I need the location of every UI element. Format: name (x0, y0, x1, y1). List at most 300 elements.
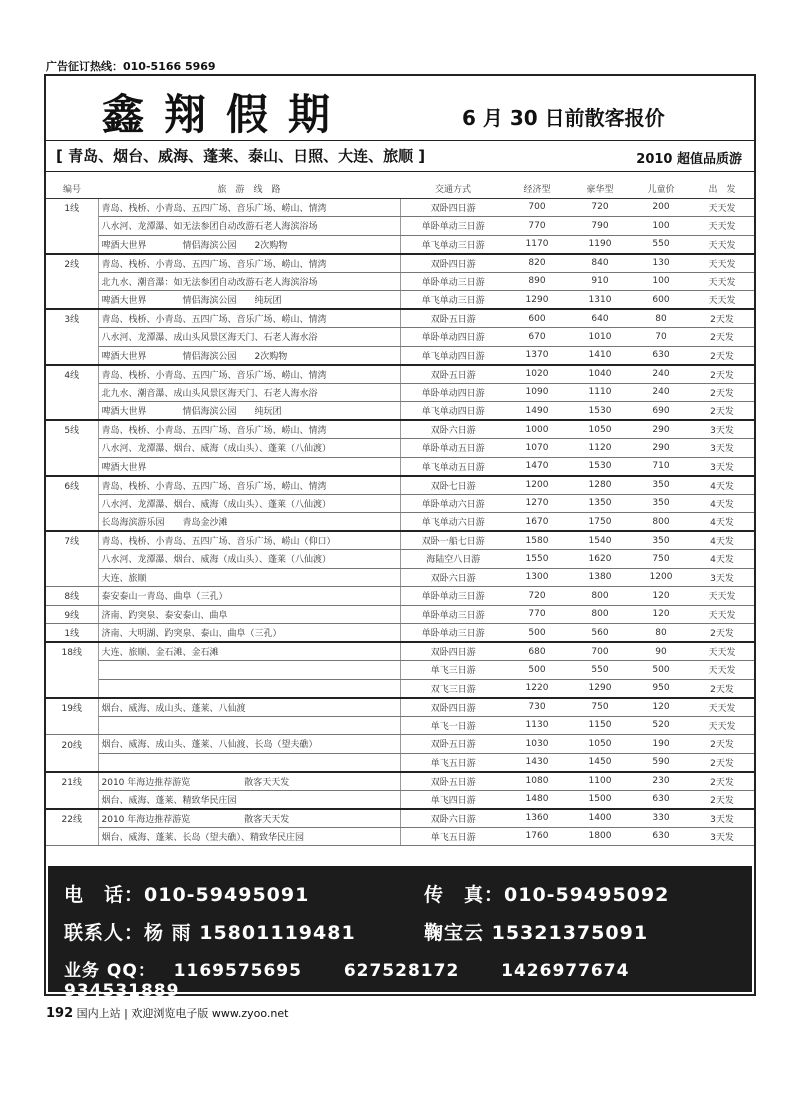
route-description: 烟台、威海、成山头、蓬莱、八仙渡 (98, 698, 400, 717)
price-economy: 890 (506, 272, 568, 291)
price-luxury: 840 (568, 254, 632, 273)
route-description: 啤酒大世界 (98, 457, 400, 476)
route-description: 啤酒大世界 情侣海滨公园 纯玩团 (98, 402, 400, 421)
transport-mode: 双卧六日游 (400, 809, 506, 828)
route-description: 烟台、威海、蓬莱、精致华民庄园 (98, 790, 400, 809)
table-row (46, 624, 754, 643)
route-code (46, 661, 98, 680)
contact-person: 杨 雨 15801119481 (144, 922, 356, 944)
price-economy: 500 (506, 661, 568, 680)
route-description: 八水河、龙潭瀑、烟台、威海（成山头）、蓬莱（八仙渡） (98, 550, 400, 569)
transport-mode: 双卧四日游 (400, 698, 506, 717)
route-code (46, 217, 98, 236)
price-child: 600 (632, 291, 690, 310)
price-economy: 1370 (506, 346, 568, 365)
departure: 天天发 (690, 605, 754, 624)
departure: 3天发 (690, 457, 754, 476)
tel-line (64, 880, 309, 907)
transport-mode: 单飞单动五日游 (400, 457, 506, 476)
table-row (46, 383, 754, 402)
route-code: 1线 (46, 198, 98, 217)
departure: 天天发 (690, 198, 754, 217)
route-description: 八水河、龙潭瀑、成山头风景区海天门、石老人海水浴 (98, 328, 400, 347)
route-code (46, 402, 98, 421)
price-economy: 1480 (506, 790, 568, 809)
contact-line (64, 918, 356, 945)
route-code: 2线 (46, 254, 98, 273)
route-description: 2010 年海边推荐游览 散客天天发 (98, 809, 400, 828)
route-description: 八水河、龙潭瀑、如无法参团自动改游石老人海滨浴场 (98, 217, 400, 236)
ad-frame (44, 74, 756, 1001)
table-row (46, 550, 754, 569)
route-code: 18线 (46, 642, 98, 661)
transport-mode: 单飞单动四日游 (400, 346, 506, 365)
price-table (46, 180, 754, 846)
price-economy: 680 (506, 642, 568, 661)
departure: 天天发 (690, 698, 754, 717)
table-row (46, 439, 754, 458)
table-row (46, 568, 754, 587)
route-description: 青岛、栈桥、小青岛、五四广场、音乐广场、崂山、情湾 (98, 254, 400, 273)
departure: 2天发 (690, 679, 754, 698)
transport-mode: 单飞一日游 (400, 716, 506, 735)
price-luxury: 1280 (568, 476, 632, 495)
page-footer (46, 1005, 288, 1021)
price-economy: 1220 (506, 679, 568, 698)
price-economy: 1290 (506, 291, 568, 310)
departure: 4天发 (690, 531, 754, 550)
route-description (98, 753, 400, 772)
price-child: 330 (632, 809, 690, 828)
departure: 2天发 (690, 753, 754, 772)
route-description (98, 661, 400, 680)
departure: 2天发 (690, 365, 754, 384)
price-child: 200 (632, 198, 690, 217)
transport-mode: 单飞单动六日游 (400, 513, 506, 532)
transport-mode: 双飞三日游 (400, 679, 506, 698)
departure: 4天发 (690, 494, 754, 513)
route-code: 22线 (46, 809, 98, 828)
departure: 2天发 (690, 772, 754, 791)
price-child: 190 (632, 735, 690, 754)
price-luxury: 1450 (568, 753, 632, 772)
price-luxury: 550 (568, 661, 632, 680)
price-child: 290 (632, 420, 690, 439)
price-luxury: 800 (568, 605, 632, 624)
price-child: 350 (632, 494, 690, 513)
price-luxury: 560 (568, 624, 632, 643)
price-economy: 720 (506, 587, 568, 606)
table-row (46, 809, 754, 828)
transport-mode: 双卧七日游 (400, 476, 506, 495)
price-luxury: 1010 (568, 328, 632, 347)
price-child: 550 (632, 235, 690, 254)
transport-mode: 双卧五日游 (400, 772, 506, 791)
table-row (46, 309, 754, 328)
price-child: 590 (632, 753, 690, 772)
table-row (46, 642, 754, 661)
table-row (46, 790, 754, 809)
departure: 天天发 (690, 587, 754, 606)
price-economy: 770 (506, 605, 568, 624)
price-luxury: 1540 (568, 531, 632, 550)
route-description: 青岛、栈桥、小青岛、五四广场、音乐广场、崂山、情湾 (98, 198, 400, 217)
departure: 2天发 (690, 328, 754, 347)
route-code: 21线 (46, 772, 98, 791)
divider (46, 140, 754, 141)
route-description: 大连、旅顺、金石滩、金石滩 (98, 642, 400, 661)
price-child: 630 (632, 790, 690, 809)
fax-label: 传 真： (424, 884, 505, 906)
departure: 3天发 (690, 439, 754, 458)
table-row (46, 679, 754, 698)
price-luxury: 1400 (568, 809, 632, 828)
transport-mode: 单飞五日游 (400, 753, 506, 772)
table-row (46, 328, 754, 347)
price-economy: 1430 (506, 753, 568, 772)
route-description: 八水河、龙潭瀑、烟台、威海（成山头）、蓬莱（八仙渡） (98, 494, 400, 513)
price-economy: 1170 (506, 235, 568, 254)
price-luxury: 1110 (568, 383, 632, 402)
price-luxury: 750 (568, 698, 632, 717)
price-child: 520 (632, 716, 690, 735)
route-description: 2010 年海边推荐游览 散客天天发 (98, 772, 400, 791)
route-code (46, 753, 98, 772)
route-description: 烟台、威海、蓬莱、长岛（望夫礁）、精致华民庄园 (98, 827, 400, 846)
col-header-child: 儿童价 (632, 180, 690, 198)
route-code: 19线 (46, 698, 98, 717)
table-row (46, 772, 754, 791)
departure: 3天发 (690, 809, 754, 828)
table-row (46, 235, 754, 254)
route-description: 青岛、栈桥、小青岛、五四广场、音乐广场、崂山、情湾 (98, 476, 400, 495)
departure: 天天发 (690, 272, 754, 291)
route-description: 济南、大明湖、趵突泉、泰山、曲阜（三孔） (98, 624, 400, 643)
price-luxury: 910 (568, 272, 632, 291)
table-row (46, 272, 754, 291)
col-header-depart: 出 发 (690, 180, 754, 198)
transport-mode: 海陆空八日游 (400, 550, 506, 569)
price-economy: 1020 (506, 365, 568, 384)
price-luxury: 1800 (568, 827, 632, 846)
departure: 天天发 (690, 254, 754, 273)
qq-number: 627528172 (343, 961, 460, 981)
departure: 2天发 (690, 383, 754, 402)
departure: 3天发 (690, 568, 754, 587)
price-child: 130 (632, 254, 690, 273)
price-luxury: 1120 (568, 439, 632, 458)
route-code: 3线 (46, 309, 98, 328)
price-economy: 1360 (506, 809, 568, 828)
price-child: 630 (632, 827, 690, 846)
price-child: 120 (632, 587, 690, 606)
price-luxury: 1040 (568, 365, 632, 384)
route-description (98, 679, 400, 698)
route-code: 1线 (46, 624, 98, 643)
price-luxury: 1290 (568, 679, 632, 698)
price-luxury: 1500 (568, 790, 632, 809)
price-economy: 1670 (506, 513, 568, 532)
price-economy: 500 (506, 624, 568, 643)
table-row (46, 605, 754, 624)
departure: 天天发 (690, 716, 754, 735)
price-economy: 1760 (506, 827, 568, 846)
price-child: 800 (632, 513, 690, 532)
price-child: 80 (632, 624, 690, 643)
route-description: 大连、旅顺 (98, 568, 400, 587)
route-code (46, 291, 98, 310)
price-child: 70 (632, 328, 690, 347)
price-economy: 1070 (506, 439, 568, 458)
route-description: 北九水、潮音瀑：如无法参团自动改游石老人海滨浴场 (98, 272, 400, 291)
departure: 4天发 (690, 513, 754, 532)
brand-title: 鑫翔假期 (102, 90, 351, 139)
price-luxury: 1100 (568, 772, 632, 791)
route-description: 北九水、潮音瀑、成山头风景区海天门、石老人海水浴 (98, 383, 400, 402)
transport-mode: 双卧一船七日游 (400, 531, 506, 550)
route-code (46, 827, 98, 846)
price-child: 690 (632, 402, 690, 421)
transport-mode: 单飞单动四日游 (400, 402, 506, 421)
website: 欢迎浏览电子版 www.zyoo.net (131, 1007, 289, 1020)
route-description: 青岛、栈桥、小青岛、五四广场、音乐广场、崂山、情湾 (98, 420, 400, 439)
transport-mode: 单飞四日游 (400, 790, 506, 809)
transport-mode: 双卧四日游 (400, 642, 506, 661)
route-code: 20线 (46, 735, 98, 754)
route-description: 青岛、栈桥、小青岛、五四广场、音乐广场、崂山（仰口） (98, 531, 400, 550)
transport-mode: 双卧六日游 (400, 420, 506, 439)
route-code: 5线 (46, 420, 98, 439)
price-child: 350 (632, 476, 690, 495)
slogan: 2010 超值品质游 (636, 152, 742, 167)
price-luxury: 700 (568, 642, 632, 661)
price-child: 630 (632, 346, 690, 365)
price-child: 350 (632, 531, 690, 550)
price-economy: 1270 (506, 494, 568, 513)
table-row (46, 735, 754, 754)
route-code (46, 383, 98, 402)
route-code: 6线 (46, 476, 98, 495)
transport-mode: 单卧单动四日游 (400, 328, 506, 347)
table-row (46, 457, 754, 476)
price-economy: 1000 (506, 420, 568, 439)
price-child: 90 (632, 642, 690, 661)
transport-mode: 单卧单动五日游 (400, 439, 506, 458)
table-row (46, 698, 754, 717)
destinations: [ 青岛、烟台、威海、蓬莱、泰山、日照、大连、旅顺 ] (56, 147, 426, 165)
price-luxury: 720 (568, 198, 632, 217)
transport-mode: 双卧四日游 (400, 254, 506, 273)
departure: 2天发 (690, 735, 754, 754)
departure: 2天发 (690, 402, 754, 421)
tel-label: 电 话： (64, 884, 145, 906)
departure: 天天发 (690, 235, 754, 254)
transport-mode: 双卧六日游 (400, 568, 506, 587)
departure: 2天发 (690, 624, 754, 643)
table-row (46, 587, 754, 606)
price-economy: 1090 (506, 383, 568, 402)
table-row (46, 716, 754, 735)
price-child: 710 (632, 457, 690, 476)
table-row (46, 402, 754, 421)
departure: 天天发 (690, 291, 754, 310)
table-row (46, 827, 754, 846)
qq-number: 1169575695 (173, 961, 302, 981)
price-economy: 1490 (506, 402, 568, 421)
departure: 2天发 (690, 790, 754, 809)
price-child: 100 (632, 217, 690, 236)
departure: 4天发 (690, 476, 754, 495)
price-child: 80 (632, 309, 690, 328)
price-economy: 1580 (506, 531, 568, 550)
departure: 天天发 (690, 642, 754, 661)
price-economy: 700 (506, 198, 568, 217)
price-luxury: 1150 (568, 716, 632, 735)
price-child: 120 (632, 605, 690, 624)
route-code (46, 346, 98, 365)
route-code (46, 439, 98, 458)
route-code (46, 550, 98, 569)
table-row (46, 513, 754, 532)
table-row (46, 365, 754, 384)
price-luxury: 1410 (568, 346, 632, 365)
route-description: 青岛、栈桥、小青岛、五四广场、音乐广场、崂山、情湾 (98, 365, 400, 384)
transport-mode: 双卧五日游 (400, 309, 506, 328)
route-description: 啤酒大世界 情侣海滨公园 2次购物 (98, 346, 400, 365)
route-code: 4线 (46, 365, 98, 384)
departure: 4天发 (690, 550, 754, 569)
transport-mode: 单飞单动三日游 (400, 235, 506, 254)
table-row (46, 217, 754, 236)
table-row (46, 291, 754, 310)
price-child: 240 (632, 365, 690, 384)
price-title: 6 月 30 日前散客报价 (462, 106, 665, 130)
table-row (46, 531, 754, 550)
route-code: 8线 (46, 587, 98, 606)
qq-number: 1426977674 (501, 961, 630, 981)
transport-mode: 单卧单动三日游 (400, 624, 506, 643)
price-economy: 1470 (506, 457, 568, 476)
col-header-luxury: 豪华型 (568, 180, 632, 198)
price-economy: 1080 (506, 772, 568, 791)
price-child: 500 (632, 661, 690, 680)
table-row (46, 494, 754, 513)
price-child: 240 (632, 383, 690, 402)
col-header-transport: 交通方式 (400, 180, 506, 198)
price-luxury: 640 (568, 309, 632, 328)
hotline: 广告征订热线：010-5166 5969 (46, 60, 216, 73)
price-child: 120 (632, 698, 690, 717)
price-luxury: 1750 (568, 513, 632, 532)
transport-mode: 单卧单动六日游 (400, 494, 506, 513)
transport-mode: 单卧单动三日游 (400, 217, 506, 236)
route-code (46, 457, 98, 476)
route-description: 八水河、龙潭瀑、烟台、威海（成山头）、蓬莱（八仙渡） (98, 439, 400, 458)
route-code (46, 513, 98, 532)
col-header-route: 旅 游 线 路 (98, 180, 400, 198)
contact-label: 联系人： (64, 922, 145, 944)
price-child: 1200 (632, 568, 690, 587)
route-code (46, 328, 98, 347)
route-description (98, 716, 400, 735)
departure: 3天发 (690, 420, 754, 439)
price-luxury: 800 (568, 587, 632, 606)
departure: 天天发 (690, 217, 754, 236)
table-header-row (46, 180, 754, 198)
transport-mode: 单卧单动三日游 (400, 587, 506, 606)
price-economy: 1550 (506, 550, 568, 569)
separator: | (124, 1007, 128, 1020)
price-luxury: 1050 (568, 420, 632, 439)
qq-number: 934531889 (64, 981, 180, 1001)
price-economy: 1200 (506, 476, 568, 495)
route-code: 7线 (46, 531, 98, 550)
price-luxury: 1620 (568, 550, 632, 569)
table-row (46, 661, 754, 680)
price-child: 100 (632, 272, 690, 291)
table-row (46, 476, 754, 495)
transport-mode: 单飞三日游 (400, 661, 506, 680)
price-economy: 820 (506, 254, 568, 273)
route-description: 长岛海滨游乐园 青岛金沙滩 (98, 513, 400, 532)
fax-line (424, 880, 669, 907)
section-label: 国内上站 (76, 1007, 121, 1020)
price-child: 750 (632, 550, 690, 569)
qq-line (64, 956, 752, 1001)
route-code (46, 494, 98, 513)
price-economy: 730 (506, 698, 568, 717)
route-code: 9线 (46, 605, 98, 624)
transport-mode: 单飞单动三日游 (400, 291, 506, 310)
price-luxury: 1380 (568, 568, 632, 587)
route-description: 啤酒大世界 情侣海滨公园 2次购物 (98, 235, 400, 254)
page-number: 192 (46, 1006, 74, 1021)
tel-number: 010-59495091 (144, 884, 310, 906)
col-header-code: 编号 (46, 180, 98, 198)
transport-mode: 双卧五日游 (400, 365, 506, 384)
price-economy: 1030 (506, 735, 568, 754)
transport-mode: 单卧单动三日游 (400, 605, 506, 624)
price-child: 230 (632, 772, 690, 791)
route-description: 济南、趵突泉、泰安泰山、曲阜 (98, 605, 400, 624)
price-luxury: 1190 (568, 235, 632, 254)
transport-mode: 单飞五日游 (400, 827, 506, 846)
price-economy: 770 (506, 217, 568, 236)
table-row (46, 198, 754, 217)
route-code (46, 235, 98, 254)
price-economy: 1130 (506, 716, 568, 735)
departure: 2天发 (690, 309, 754, 328)
route-description: 烟台、威海、成山头、蓬莱、八仙渡、长岛（望夫礁） (98, 735, 400, 754)
col-header-economy: 经济型 (506, 180, 568, 198)
price-luxury: 790 (568, 217, 632, 236)
fax-number: 010-59495092 (504, 884, 670, 906)
table-row (46, 420, 754, 439)
price-economy: 1300 (506, 568, 568, 587)
departure: 2天发 (690, 346, 754, 365)
route-code (46, 568, 98, 587)
price-child: 290 (632, 439, 690, 458)
transport-mode: 双卧四日游 (400, 198, 506, 217)
route-description: 啤酒大世界 情侣海滨公园 纯玩团 (98, 291, 400, 310)
contact-footer (48, 866, 752, 1001)
route-code (46, 790, 98, 809)
table-row (46, 753, 754, 772)
route-description: 青岛、栈桥、小青岛、五四广场、音乐广场、崂山、情湾 (98, 309, 400, 328)
departure: 天天发 (690, 661, 754, 680)
route-code (46, 272, 98, 291)
departure: 3天发 (690, 827, 754, 846)
